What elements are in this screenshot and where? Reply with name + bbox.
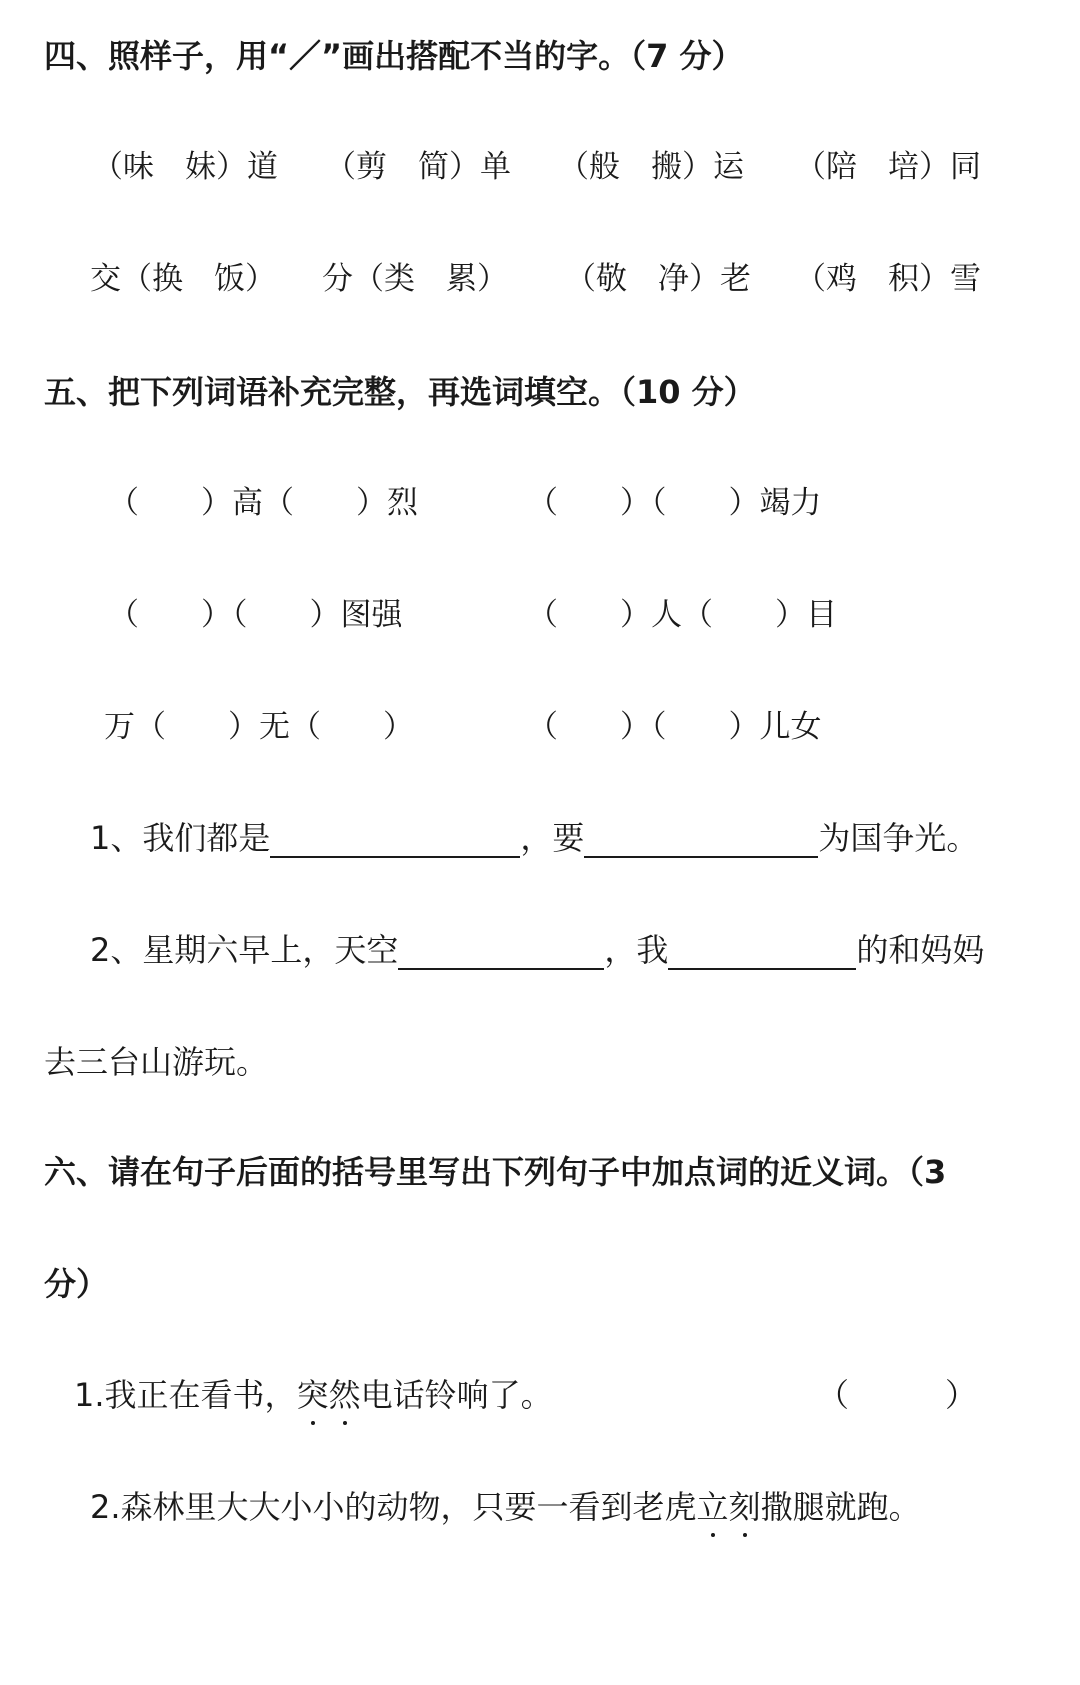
sentence-2-part-a: 2、星期六早上，天空 — [90, 931, 399, 969]
question-1 — [74, 1375, 553, 1415]
answer-blank-1[interactable] — [270, 822, 520, 858]
word-pair-3: （般 搬）运 — [558, 149, 744, 185]
answer-blank-2[interactable] — [584, 822, 818, 858]
section-5-heading: 五、把下列词语补充完整，再选词填空。（10 分） — [44, 373, 756, 411]
idiom-5: 万（ ）无（ ） — [104, 709, 414, 745]
section-6-heading: 六、请在句子后面的括号里写出下列句子中加点词的近义词。（3 — [44, 1153, 947, 1191]
word-pair-2: （剪 简）单 — [325, 149, 511, 185]
idiom-2: （ ）（ ）竭力 — [527, 485, 822, 521]
section-4-heading: 四、照样子，用“／”画出搭配不当的字。（7 分） — [44, 37, 744, 75]
word-pair-4: （陪 培）同 — [795, 149, 981, 185]
q2-text-post: 撒腿就跑。 — [760, 1488, 921, 1526]
word-pair-5: 交（换 饭） — [90, 261, 276, 297]
word-pair-8: （鸡 积）雪 — [795, 261, 981, 297]
dotted-char: 刻 — [728, 1488, 761, 1526]
sentence-1-part-a: 1、我们都是 — [90, 819, 271, 857]
section-6-heading-cont: 分） — [44, 1265, 109, 1303]
word-pair-1: （味 妹）道 — [92, 149, 278, 185]
dotted-char: 突 — [296, 1376, 329, 1414]
sentence-1-part-b: ，要 — [520, 819, 585, 857]
fill-sentence-1 — [90, 818, 978, 858]
answer-blank-4[interactable] — [668, 934, 856, 970]
dotted-char: 立 — [696, 1488, 729, 1526]
idiom-4: （ ）人（ ）目 — [527, 597, 837, 633]
sentence-2-continuation: 去三台山游玩。 — [44, 1043, 269, 1081]
q2-text-pre: 2.森林里大大小小的动物，只要一看到老虎 — [90, 1488, 697, 1526]
q1-text-post: 电话铃响了。 — [360, 1376, 553, 1414]
sentence-2-part-c: 的和妈妈 — [856, 931, 985, 969]
idiom-1: （ ）高（ ）烈 — [108, 485, 418, 521]
answer-paren-1[interactable]: （ ） — [817, 1376, 978, 1414]
dotted-char: 然 — [328, 1376, 361, 1414]
sentence-2-part-b: ，我 — [604, 931, 669, 969]
fill-sentence-2 — [90, 930, 984, 970]
word-pair-6: 分（类 累） — [322, 261, 508, 297]
q1-text-pre: 1.我正在看书， — [74, 1376, 297, 1414]
question-2 — [90, 1487, 921, 1527]
idiom-3: （ ）（ ）图强 — [108, 597, 403, 633]
answer-blank-3[interactable] — [398, 934, 604, 970]
word-pair-7: （敬 净）老 — [565, 261, 751, 297]
idiom-6: （ ）（ ）儿女 — [527, 709, 822, 745]
sentence-1-part-c: 为国争光。 — [818, 819, 979, 857]
